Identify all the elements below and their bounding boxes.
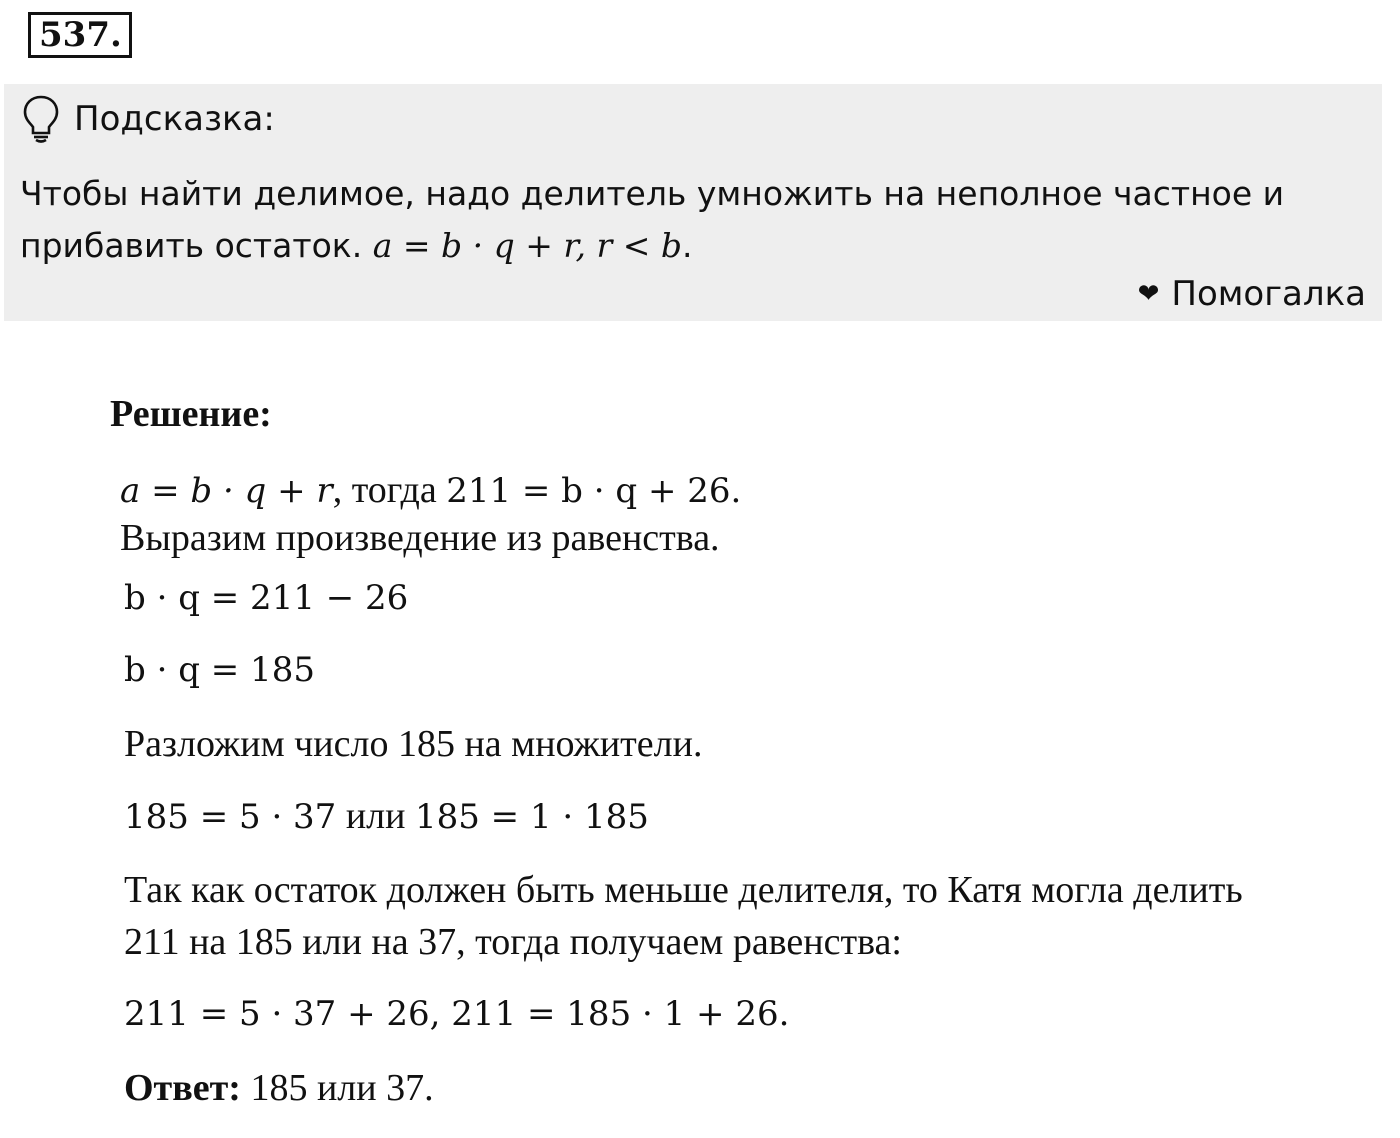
problem-number: [28, 12, 132, 58]
hint-text-line-2: [20, 220, 1360, 272]
solution-line-5: Разложим число 185 на множители.: [124, 723, 703, 765]
factorization-or: или: [336, 795, 415, 837]
solution-heading: Решение:: [110, 393, 272, 435]
hint-formula: a = b · q + r, r < b: [372, 226, 683, 265]
hint-text-suffix: .: [682, 226, 693, 265]
hint-title: Подсказка:: [74, 99, 275, 139]
solution-line-6: [124, 794, 649, 838]
solution-line-9: 211 = 5 · 37 + 26, 211 = 185 · 1 + 26.: [124, 994, 790, 1034]
hint-box: [4, 84, 1382, 321]
solution-line-7: Так как остаток должен быть меньше делителя, то Катя могла делить: [124, 869, 1243, 911]
solution-line-3: b · q = 211 − 26: [124, 578, 409, 618]
answer-line: [124, 1066, 434, 1110]
solution-line-1-text: , тогда: [332, 469, 447, 511]
heart-icon: ❤: [1137, 279, 1160, 309]
problem-number-text: 537.: [39, 15, 122, 55]
brand-name: Помогалка: [1171, 274, 1366, 314]
solution-line-2: Выразим произведение из равенства.: [120, 517, 720, 559]
factorization-b: 185 = 1 · 185: [414, 797, 649, 837]
hint-text-line-1: Чтобы найти делимое, надо делитель умножить на неполное частное и: [20, 174, 1285, 213]
hint-text-prefix: прибавить остаток.: [20, 226, 373, 265]
solution-line-1: [120, 468, 741, 512]
answer-value: 185 или 37.: [240, 1067, 434, 1109]
solution-line-4: b · q = 185: [124, 650, 315, 690]
solution-line-8: 211 на 185 или на 37, тогда получаем равенства:: [124, 921, 902, 963]
answer-label: Ответ:: [124, 1067, 241, 1109]
formula-specific: 211 = b · q + 26.: [446, 471, 742, 511]
brand-label: [1138, 274, 1366, 314]
hint-text: [20, 168, 1360, 272]
lightbulb-icon: [22, 94, 60, 144]
factorization-a: 185 = 5 · 37: [124, 797, 337, 837]
formula-general: a = b · q + r: [120, 471, 333, 511]
hint-header: [22, 94, 275, 144]
